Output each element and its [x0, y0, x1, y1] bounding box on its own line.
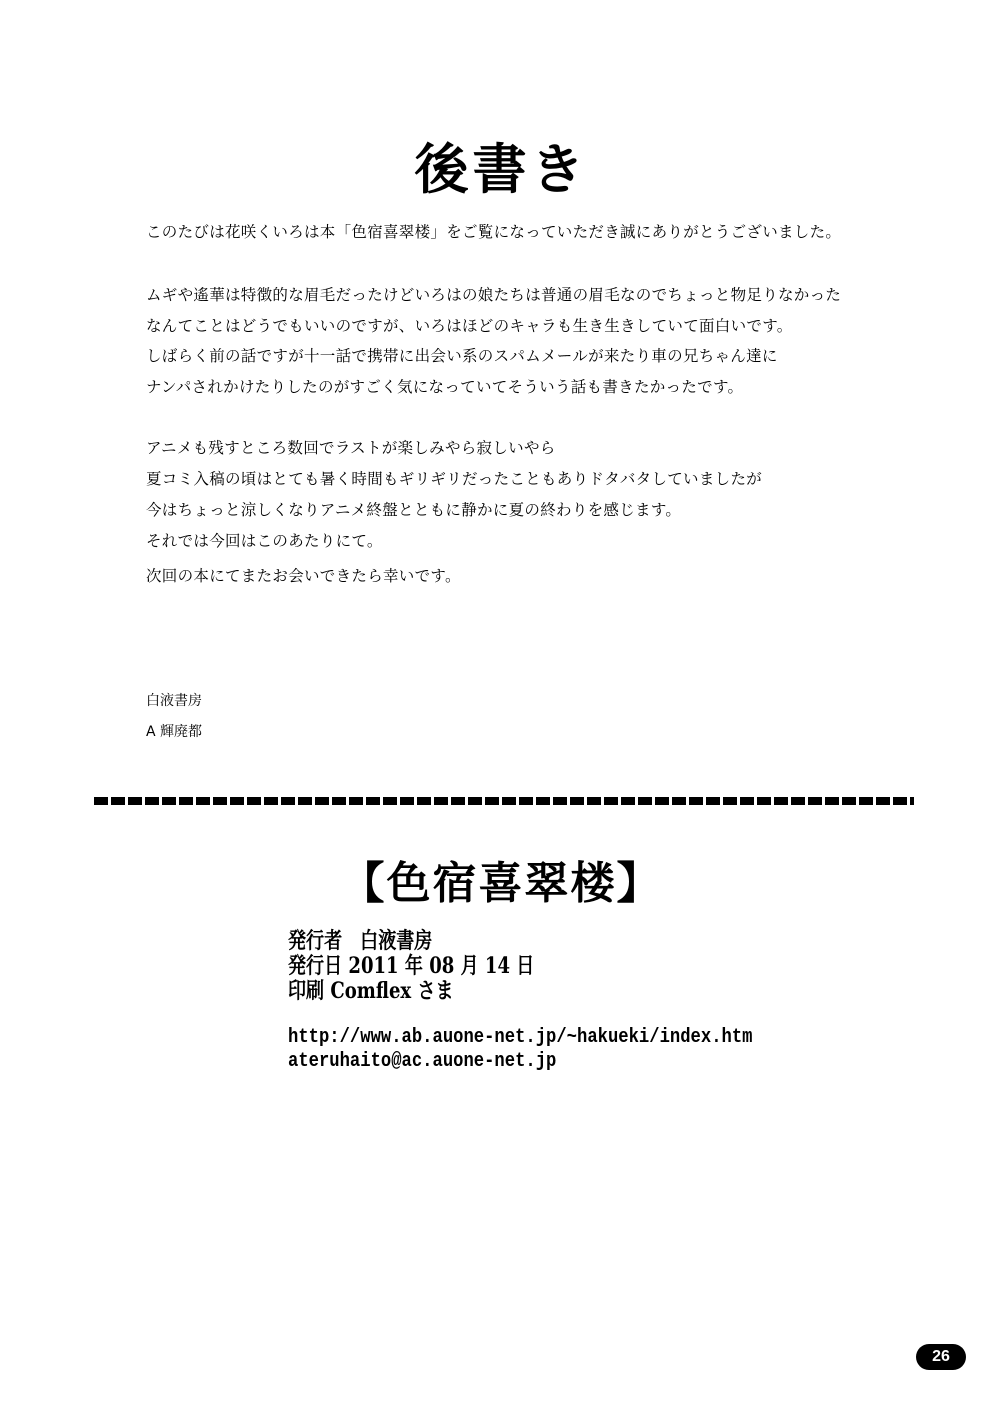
colophon-printer: 印刷 Comflex さま	[288, 978, 454, 1004]
afterword-line: このたびは花咲くいろは本「色宿喜翠楼」をご覧になっていただき誠にありがとうございました。	[146, 223, 842, 241]
afterword-title: 後書き	[414, 138, 589, 201]
afterword-line: アニメも残すところ数回でラストが楽しみやら寂しいやら	[146, 439, 556, 457]
dashed-divider	[94, 797, 914, 805]
afterword-line: 次回の本にてまたお会いできたら幸いです。	[146, 567, 461, 585]
afterword-line: なんてことはどうでもいいのですが、いろはほどのキャラも生き生きしていて面白いです。	[146, 317, 793, 335]
colophon-date: 発行日 2011 年 08 月 14 日	[288, 953, 535, 979]
colophon-title: 【色宿喜翠楼】	[340, 858, 663, 909]
afterword-line: しばらく前の話ですが十一話で携帯に出会い系のスパムメールが来たり車の兄ちゃん達に	[146, 347, 778, 365]
colophon-url: http://www.ab.auone-net.jp/~hakueki/index.htm	[288, 1026, 753, 1049]
afterword-line: ムギや遙華は特徴的な眉毛だったけどいろはの娘たちは普通の眉毛なのでちょっと物足りなかった	[146, 286, 842, 304]
signature-author: A 輝廃都	[146, 724, 203, 740]
page-number: 26	[916, 1344, 966, 1370]
afterword-line: それでは今回はこのあたりにて。	[146, 532, 383, 550]
colophon-email: ateruhaito@ac.auone-net.jp	[288, 1050, 557, 1073]
afterword-line: ナンパされかけたりしたのがすごく気になっていてそういう話も書きたかったです。	[146, 378, 744, 396]
colophon-publisher: 発行者 白液書房	[288, 928, 433, 954]
afterword-line: 夏コミ入稿の頃はとても暑く時間もギリギリだったこともありドタバタしていましたが	[146, 470, 763, 488]
afterword-line: 今はちょっと涼しくなりアニメ終盤とともに静かに夏の終わりを感じます。	[146, 501, 682, 519]
signature-circle: 白液書房	[146, 693, 202, 709]
